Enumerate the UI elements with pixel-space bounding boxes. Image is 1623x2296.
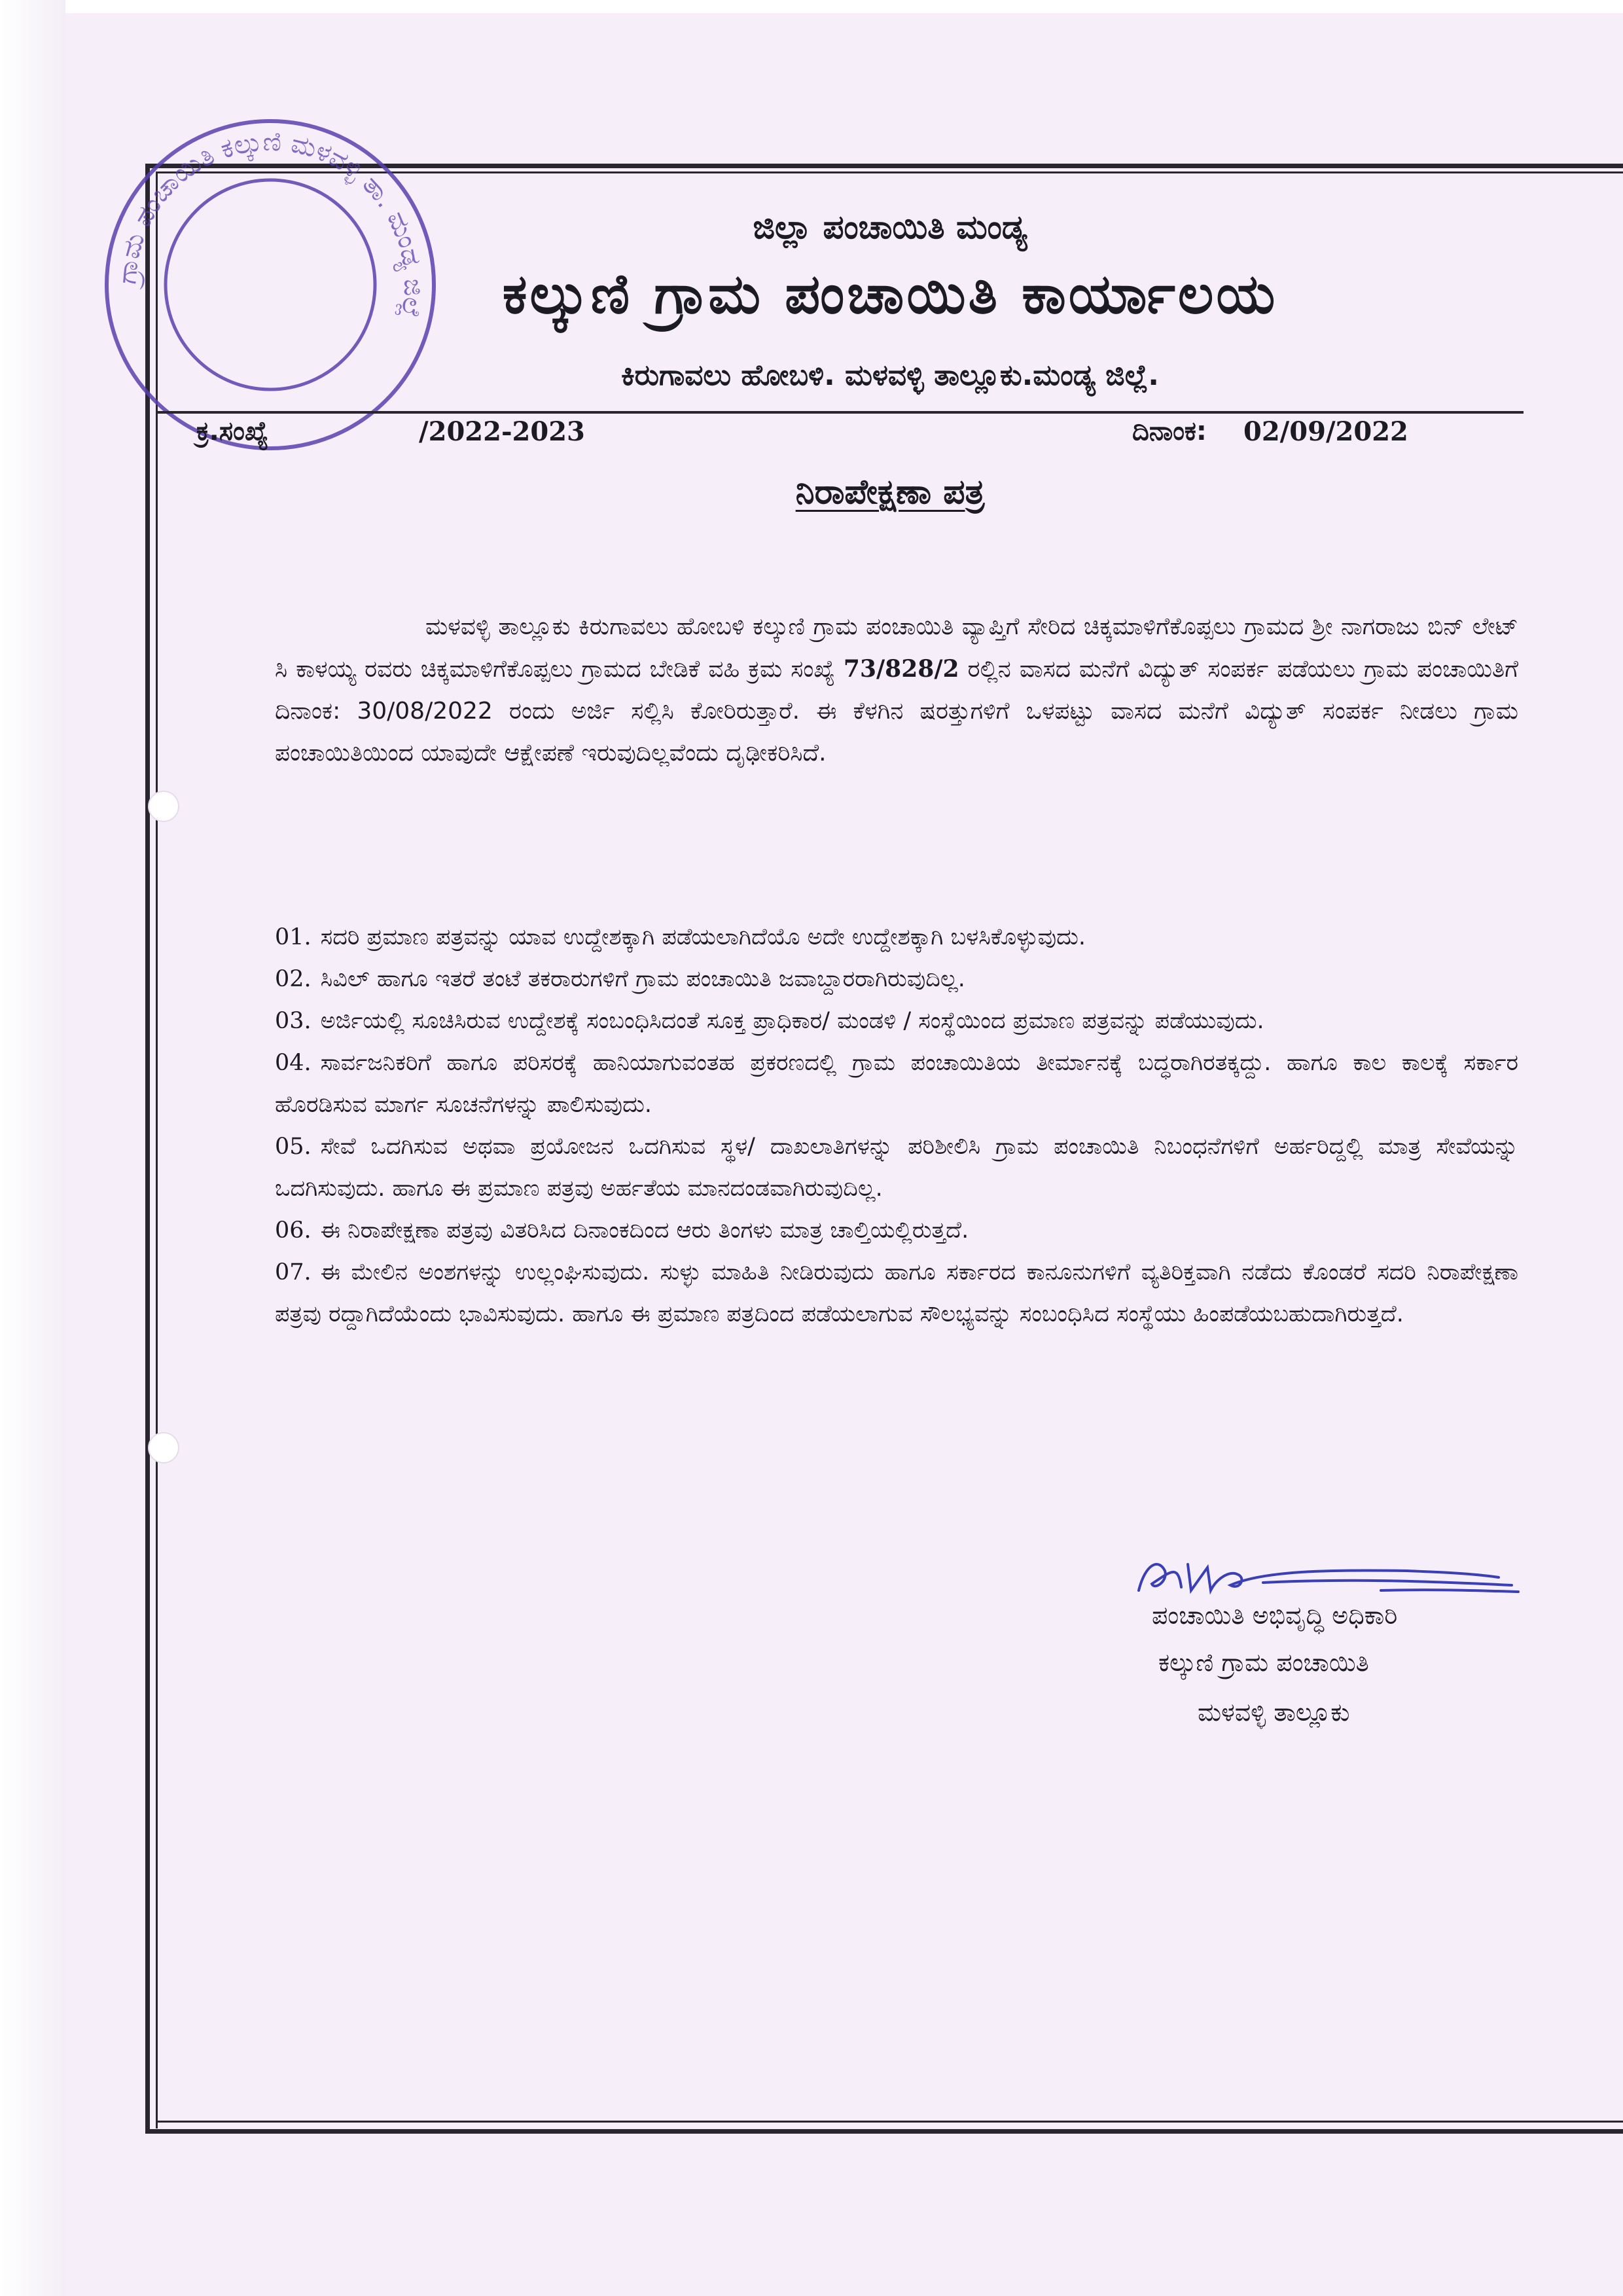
signatory-office: ಕಲ್ಕುಣಿ ಗ್ರಾಮ ಪಂಚಾಯಿತಿ <box>1158 1648 1369 1677</box>
condition-item <box>275 1042 1518 1126</box>
condition-number: 01. <box>275 924 312 950</box>
condition-number: 05. <box>275 1134 312 1160</box>
condition-text: ಈ ನಿರಾಪೇಕ್ಷಣಾ ಪತ್ರವು ವಿತರಿಸಿದ ದಿನಾಂಕದಿಂದ ಆರು ತಿಂಗಳು ಮಾತ್ರ ಚಾಲ್ತಿಯಲ್ಲಿರುತ್ತದೆ. <box>320 1217 969 1244</box>
intro-text-part2: ರಲ್ಲಿನ ವಾಸದ ಮನೆಗೆ ವಿದ್ಯುತ್ ಸಂಪರ್ಕ ಪಡೆಯಲು ಗ್ರಾಮ ಪಂಚಾಯಿತಿಗೆ ದಿನಾಂಕ: 30/08/2022 ರಂದು ಅರ್ಜಿ ಸಲ್ಲಿಸಿ ಕೋರಿರುತ್ತಾರೆ. ಈ ಕೆಳಗಿನ ಷರತ್ತುಗಳಿಗೆ ಒಳಪಟ್ಟು ವಾಸದ ಮನೆಗೆ ವಿದ್ಯುತ್ ಸಂಪರ್ಕ ನೀಡಲು ಗ್ರಾಮ ಪಂಚಾಯಿತಿಯಿಂದ ಯಾವುದೇ ಆಕ್ಷೇಪಣೆ ಇರುವುದಿಲ್ಲವೆಂದು ದೃಢೀಕರಿಸಿದೆ. <box>275 656 1519 766</box>
signatory-taluk: ಮಳವಳ್ಳಿ ತಾಲ್ಲೂಕು <box>1198 1698 1350 1727</box>
document-title <box>164 473 1616 512</box>
condition-item <box>275 916 1518 958</box>
reference-label: ಕ್ರ.ಸಂಖ್ಯೆ <box>196 416 269 446</box>
reference-row <box>196 416 1408 456</box>
demand-register-number: 73/828/2 <box>843 655 959 683</box>
intro-paragraph <box>275 606 1518 774</box>
frame-border-left-inner <box>156 171 158 2128</box>
condition-number: 03. <box>275 1008 312 1034</box>
office-heading: ಕಲ್ಕುಣಿ ಗ್ರಾಮ ಪಂಚಾಯಿತಿ ಕಾರ್ಯಾಲಯ <box>502 262 1278 326</box>
condition-number: 06. <box>275 1217 312 1244</box>
condition-number: 02. <box>275 966 312 992</box>
condition-text: ಅರ್ಜಿಯಲ್ಲಿ ಸೂಚಿಸಿರುವ ಉದ್ದೇಶಕ್ಕೆ ಸಂಬಂಧಿಸಿದಂತೆ ಸೂಕ್ತ ಪ್ರಾಧಿಕಾರ/ ಮಂಡಳಿ / ಸಂಸ್ಥೆಯಿಂದ ಪ್ರಮಾಣ ಪತ್ರವನ್ನು ಪಡೆಯುವುದು. <box>320 1008 1264 1034</box>
date-label: ದಿನಾಂಕ: <box>1132 416 1207 446</box>
condition-item <box>275 1210 1518 1251</box>
frame-border-left <box>145 164 150 2134</box>
condition-item <box>275 1126 1518 1210</box>
conditions-list <box>275 916 1518 1335</box>
condition-text: ಸಿವಿಲ್ ಹಾಗೂ ಇತರೆ ತಂಟೆ ತಕರಾರುಗಳಿಗೆ ಗ್ರಾಮ ಪಂಚಾಯಿತಿ ಜವಾಬ್ದಾರರಾಗಿರುವುದಿಲ್ಲ. <box>320 966 965 992</box>
condition-text: ಸಾರ್ವಜನಿಕರಿಗೆ ಹಾಗೂ ಪರಿಸರಕ್ಕೆ ಹಾನಿಯಾಗುವಂತಹ ಪ್ರಕರಣದಲ್ಲಿ ಗ್ರಾಮ ಪಂಚಾಯಿತಿಯ ತೀರ್ಮಾನಕ್ಕೆ ಬದ್ಧರಾಗಿರತಕ್ಕದ್ದು. ಹಾಗೂ ಕಾಲ ಕಾಲಕ್ಕೆ ಸರ್ಕಾರ ಹೊರಡಿಸುವ ಮಾರ್ಗ ಸೂಚನೆಗಳನ್ನು ಪಾಲಿಸುವುದು. <box>275 1050 1518 1118</box>
scan-margin <box>0 0 65 2296</box>
district-heading: ಜಿಲ್ಲಾ ಪಂಚಾಯಿತಿ ಮಂಡ್ಯ <box>753 208 1027 246</box>
document-title-text: ನಿರಾಪೇಕ್ಷಣಾ ಪತ್ರ <box>795 473 985 512</box>
date-value: 02/09/2022 <box>1243 416 1408 447</box>
reference-number: /2022-2023 <box>419 416 585 447</box>
stamp-text: ಗ್ರಾಮ ಪಂಚಾಯಿತಿ ಕಲ್ಕುಣಿ ಮಳವಳ್ಳಿ ತಾ. ಮಂಡ್ಯ ಜಿಲ್ಲೆ <box>112 126 429 321</box>
office-address: ಕಿರುಗಾವಲು ಹೋಬಳಿ. ಮಳವಳ್ಳಿ ತಾಲ್ಲೂಕು.ಮಂಡ್ಯ ಜಿಲ್ಲೆ. <box>621 359 1159 392</box>
signatory-designation: ಪಂಚಾಯಿತಿ ಅಭಿವೃದ್ಧಿ ಅಧಿಕಾರಿ <box>1152 1601 1398 1630</box>
condition-text: ಈ ಮೇಲಿನ ಅಂಶಗಳನ್ನು ಉಲ್ಲಂಘಿಸುವುದು. ಸುಳ್ಳು ಮಾಹಿತಿ ನೀಡಿರುವುದು ಹಾಗೂ ಸರ್ಕಾರದ ಕಾನೂನುಗಳಿಗೆ ವ್ಯತಿರಿಕ್ತವಾಗಿ ನಡೆದು ಕೊಂಡರೆ ಸದರಿ ನಿರಾಪೇಕ್ಷಣಾ ಪತ್ರವು ರದ್ದಾಗಿದೆಯೆಂದು ಭಾವಿಸುವುದು. ಹಾಗೂ ಈ ಪ್ರಮಾಣ ಪತ್ರದಿಂದ ಪಡೆಯಲಾಗುವ ಸೌಲಭ್ಯವನ್ನು ಸಂಬಂಧಿಸಿದ ಸಂಸ್ಥೆಯು ಹಿಂಪಡೆಯಬಹುದಾಗಿರುತ್ತದೆ. <box>275 1259 1518 1327</box>
condition-number: 04. <box>275 1050 312 1076</box>
condition-text: ಸದರಿ ಪ್ರಮಾಣ ಪತ್ರವನ್ನು ಯಾವ ಉದ್ದೇಶಕ್ಕಾಗಿ ಪಡೆಯಲಾಗಿದೆಯೊ ಅದೇ ಉದ್ದೇಶಕ್ಕಾಗಿ ಬಳಸಿಕೊಳ್ಳುವುದು. <box>320 924 1086 950</box>
header-divider <box>156 411 1524 414</box>
intro-text-part1: ಮಳವಳ್ಳಿ ತಾಲ್ಲೂಕು ಕಿರುಗಾವಲು ಹೋಬಳಿ ಕಲ್ಕುಣಿ ಗ್ರಾಮ ಪಂಚಾಯಿತಿ ವ್ಯಾಪ್ತಿಗೆ ಸೇರಿದ ಚಿಕ್ಕಮಾಳಿಗೆಕೊಪ್ಪಲು ಗ್ರಾಮದ ಶ್ರೀ ನಾಗರಾಜು ಬಿನ್ ಲೇಟ್ ಸಿ ಕಾಳಯ್ಯ ರವರು ಚಿಕ್ಕಮಾಳಿಗೆಕೊಪ್ಪಲು ಗ್ರಾಮದ ಬೇಡಿಕೆ ವಹಿ ಕ್ರಮ ಸಂಖ್ಯೆ <box>275 613 1518 683</box>
punch-hole <box>149 792 178 821</box>
condition-text: ಸೇವೆ ಒದಗಿಸುವ ಅಥವಾ ಪ್ರಯೋಜನ ಒದಗಿಸುವ ಸ್ಥಳ/ ದಾಖಲಾತಿಗಳನ್ನು ಪರಿಶೀಲಿಸಿ ಗ್ರಾಮ ಪಂಚಾಯಿತಿ ನಿಬಂಧನೆಗಳಿಗೆ ಅರ್ಹರಿದ್ದಲ್ಲಿ ಮಾತ್ರ ಸೇವೆಯನ್ನು ಒದಗಿಸುವುದು. ಹಾಗೂ ಈ ಪ್ರಮಾಣ ಪತ್ರವು ಅರ್ಹತೆಯ ಮಾನದಂಡವಾಗಿರುವುದಿಲ್ಲ. <box>275 1134 1518 1202</box>
condition-item <box>275 958 1518 1000</box>
frame-border-bottom <box>145 2129 1623 2134</box>
condition-item <box>275 1000 1518 1042</box>
officer-signature <box>1132 1545 1525 1604</box>
punch-hole <box>149 1433 178 1462</box>
condition-number: 07. <box>275 1259 312 1285</box>
condition-item <box>275 1251 1518 1335</box>
frame-border-bottom-inner <box>156 2121 1623 2123</box>
